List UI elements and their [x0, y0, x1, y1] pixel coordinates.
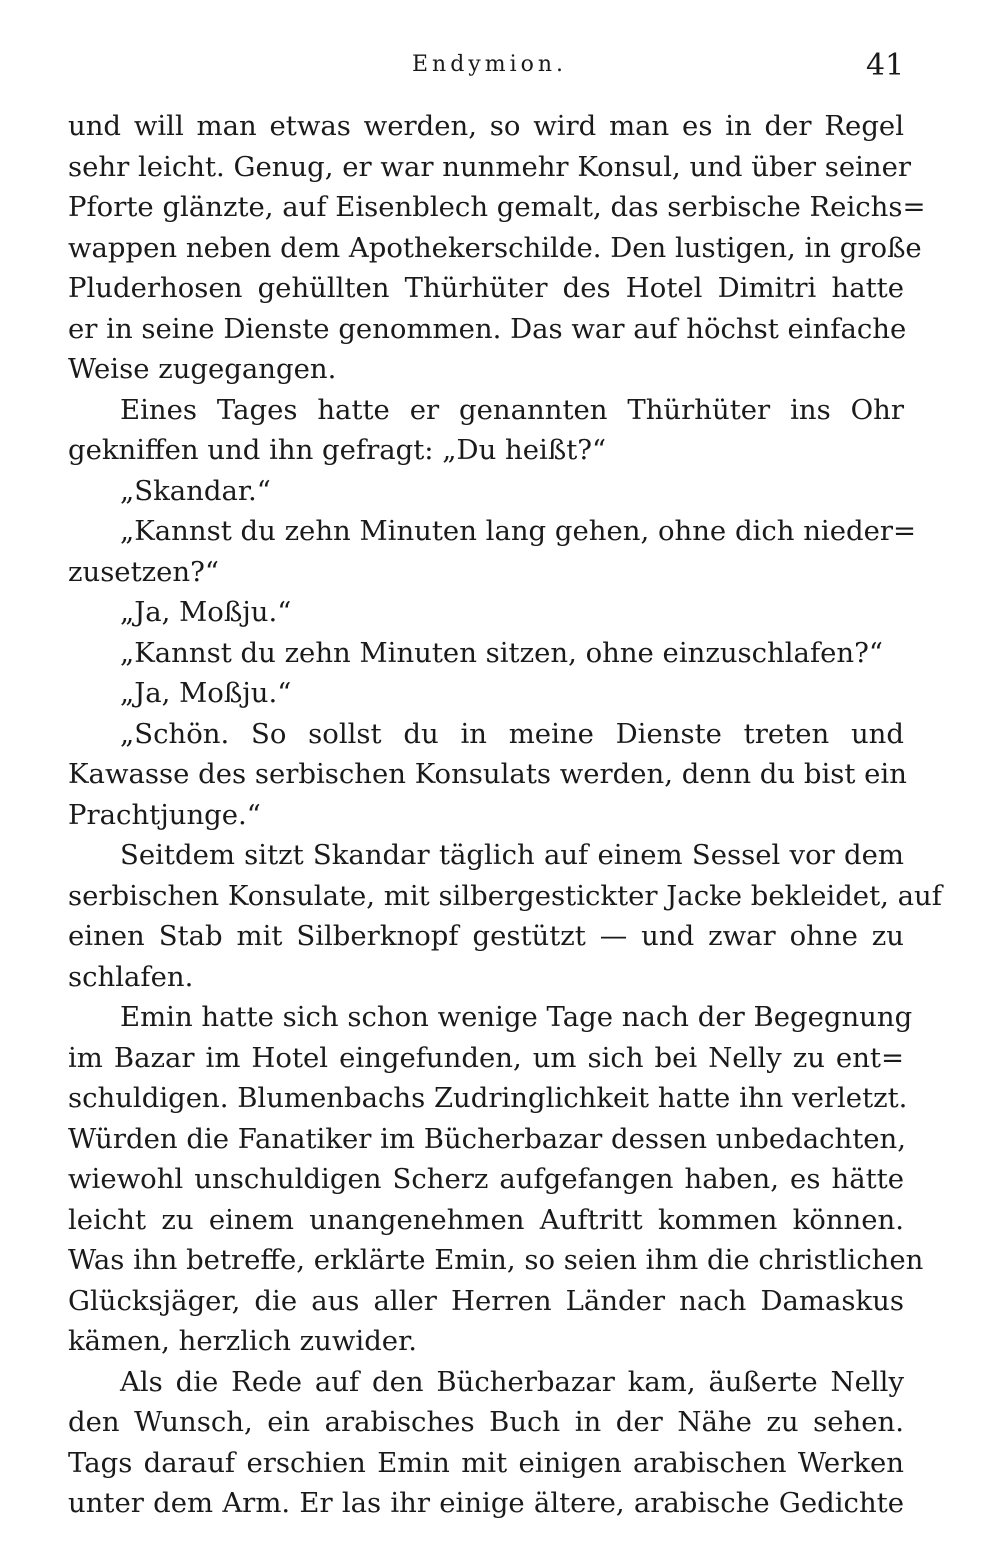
text-line: Pluderhosen gehüllten Thürhüter des Hotel Dimitri hatte — [68, 272, 904, 304]
text-line: serbischen Konsulate, mit silbergestickter Jacke bekleidet, auf — [68, 879, 942, 912]
text-line: den Wunsch, ein arabisches Buch in der Nähe zu sehen. — [68, 1406, 904, 1438]
text-line: gekniffen und ihn gefragt: „Du heißt?“ — [68, 434, 607, 466]
page-number: 41 — [866, 48, 905, 83]
text-line: im Bazar im Hotel eingefunden, um sich bei Nelly zu ent= — [68, 1041, 904, 1074]
text-line: „Schön. So sollst du in meine Dienste treten und — [120, 717, 904, 750]
text-line: Weise zugegangen. — [68, 353, 337, 385]
running-head — [0, 48, 1000, 88]
text-line: „Ja, Moßju.“ — [120, 596, 292, 628]
text-line: und will man etwas werden, so wird man es in der Regel — [68, 110, 904, 142]
text-line: „Skandar.“ — [120, 474, 271, 507]
text-line: Emin hatte sich schon wenige Tage nach der Begegnung — [120, 1001, 913, 1033]
text-line: Tags darauf erschien Emin mit einigen arabischen Werken — [68, 1446, 904, 1479]
text-line: Würden die Fanatiker im Bücherbazar dessen unbedachten, — [68, 1122, 906, 1155]
text-line: wiewohl unschuldigen Scherz aufgefangen haben, es hätte — [68, 1163, 904, 1195]
text-line: zusetzen?“ — [68, 555, 219, 588]
text-line: er in seine Dienste genommen. Das war auf höchst einfache — [68, 312, 907, 345]
text-line: Kawasse des serbischen Konsulats werden, denn du bist ein — [68, 758, 907, 790]
text-line: unter dem Arm. Er las ihr einige ältere, arabische Gedichte — [68, 1487, 904, 1519]
text-line: schuldigen. Blumenbachs Zudringlichkeit hatte ihn verletzt. — [68, 1082, 908, 1114]
text-line: Glücksjäger, die aus aller Herren Länder nach Damaskus — [68, 1284, 904, 1317]
text-line: wappen neben dem Apothekerschilde. Den lustigen, in große — [68, 231, 922, 264]
text-line: Prachtjunge.“ — [68, 798, 261, 831]
text-line: „Ja, Moßju.“ — [120, 677, 292, 709]
text-line: sehr leicht. Genug, er war nunmehr Konsul, und über seiner — [68, 150, 912, 183]
text-line: „Kannst du zehn Minuten lang gehen, ohne dich nieder= — [120, 515, 917, 547]
running-title: Endymion. — [412, 52, 568, 77]
text-line: kämen, herzlich zuwider. — [68, 1325, 417, 1357]
text-line: leicht zu einem unangenehmen Auftritt kommen können. — [68, 1203, 904, 1236]
body-text — [68, 106, 942, 1524]
text-line: einen Stab mit Silberknopf gestützt — und zwar ohne zu — [68, 920, 904, 952]
text-line: Eines Tages hatte er genannten Thürhüter ins Ohr — [120, 393, 904, 426]
text-line: Seitdem sitzt Skandar täglich auf einem Sessel vor dem — [120, 839, 904, 871]
text-line: Was ihn betreffe, erklärte Emin, so seien ihm die christlichen — [68, 1244, 924, 1276]
text-line: „Kannst du zehn Minuten sitzen, ohne einzuschlafen?“ — [120, 636, 883, 669]
text-line: Als die Rede auf den Bücherbazar kam, äußerte Nelly — [120, 1365, 904, 1398]
text-line: Pforte glänzte, auf Eisenblech gemalt, das serbische Reichs= — [68, 191, 926, 223]
text-line: schlafen. — [68, 960, 194, 993]
